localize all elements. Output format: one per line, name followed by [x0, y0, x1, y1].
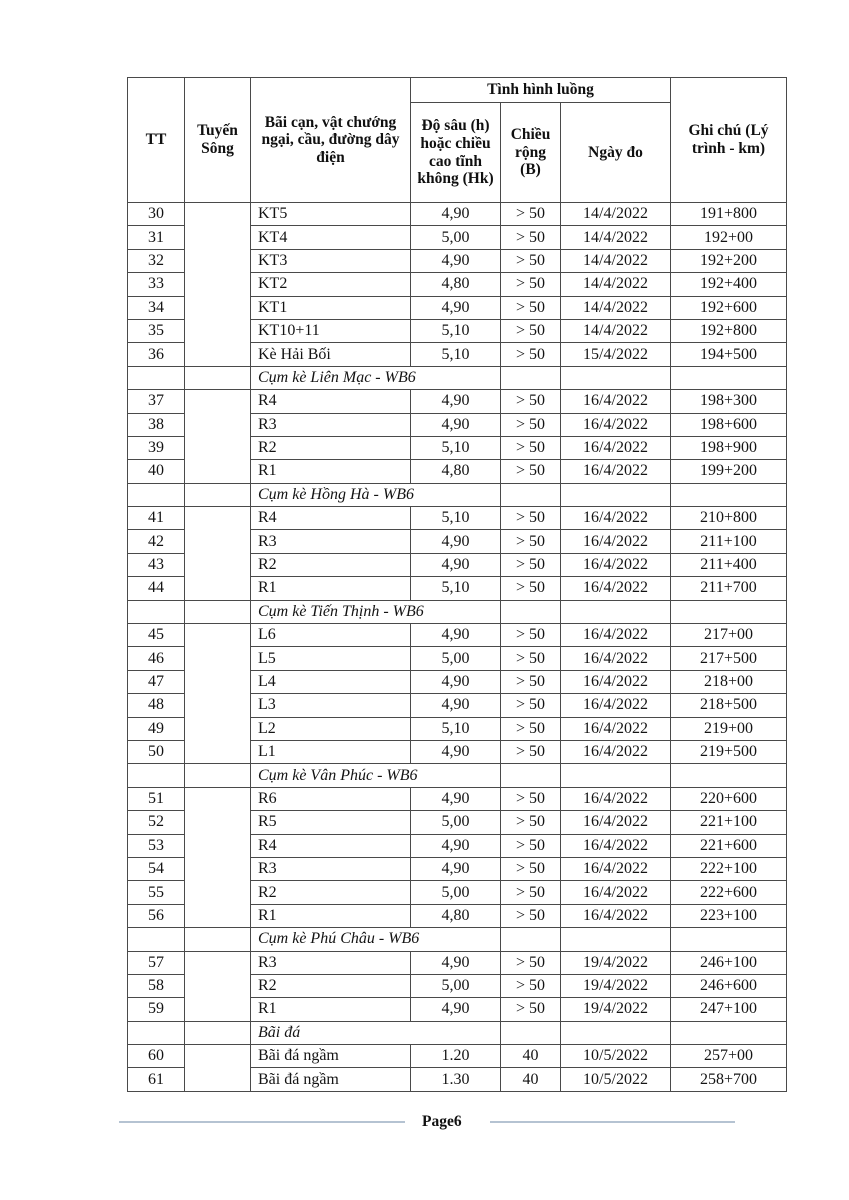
table-row	[128, 203, 787, 226]
section-label-cell: Cụm kè Tiến Thịnh - WB6	[251, 600, 501, 623]
river-route-cell	[185, 951, 251, 1021]
tt-cell: 41	[128, 507, 185, 530]
width-cell: > 50	[501, 507, 561, 530]
note-cell: 258+700	[671, 1068, 787, 1091]
note-cell: 218+00	[671, 670, 787, 693]
obstacle-name-cell: KT3	[251, 249, 411, 272]
depth-cell: 5,10	[411, 319, 501, 342]
date-cell: 19/4/2022	[561, 974, 671, 997]
note-cell: 219+500	[671, 740, 787, 763]
width-cell	[501, 366, 561, 389]
note-cell: 220+600	[671, 787, 787, 810]
depth-cell: 5,00	[411, 647, 501, 670]
obstacle-name-cell: R1	[251, 577, 411, 600]
depth-cell: 4,90	[411, 296, 501, 319]
width-cell: > 50	[501, 974, 561, 997]
date-cell	[561, 366, 671, 389]
note-cell: 217+00	[671, 624, 787, 647]
depth-cell: 1.20	[411, 1045, 501, 1068]
width-cell: > 50	[501, 203, 561, 226]
river-route-cell	[185, 1045, 251, 1092]
note-cell: 246+600	[671, 974, 787, 997]
tt-cell: 60	[128, 1045, 185, 1068]
width-cell: > 50	[501, 319, 561, 342]
section-row	[128, 366, 787, 389]
note-cell: 211+400	[671, 553, 787, 576]
depth-cell: 5,10	[411, 717, 501, 740]
date-cell: 14/4/2022	[561, 226, 671, 249]
note-cell	[671, 366, 787, 389]
date-cell: 16/4/2022	[561, 881, 671, 904]
width-cell: > 50	[501, 460, 561, 483]
river-route-cell	[185, 483, 251, 506]
note-cell: 223+100	[671, 904, 787, 927]
obstacle-name-cell: KT4	[251, 226, 411, 249]
date-cell: 16/4/2022	[561, 553, 671, 576]
date-cell: 16/4/2022	[561, 647, 671, 670]
river-route-cell	[185, 366, 251, 389]
date-cell: 16/4/2022	[561, 507, 671, 530]
header-width: Chiều rộng (B)	[501, 103, 561, 203]
obstacle-name-cell: R2	[251, 881, 411, 904]
width-cell: > 50	[501, 413, 561, 436]
tt-cell	[128, 600, 185, 623]
date-cell: 14/4/2022	[561, 273, 671, 296]
tt-cell: 46	[128, 647, 185, 670]
tt-cell: 40	[128, 460, 185, 483]
tt-cell	[128, 483, 185, 506]
tt-cell: 45	[128, 624, 185, 647]
tt-cell: 39	[128, 436, 185, 459]
note-cell: 211+100	[671, 530, 787, 553]
date-cell: 19/4/2022	[561, 951, 671, 974]
date-cell: 16/4/2022	[561, 460, 671, 483]
width-cell: > 50	[501, 694, 561, 717]
table-header	[128, 78, 787, 203]
tt-cell: 54	[128, 857, 185, 880]
river-route-cell	[185, 390, 251, 484]
note-cell: 210+800	[671, 507, 787, 530]
tt-cell: 61	[128, 1068, 185, 1091]
note-cell: 192+00	[671, 226, 787, 249]
depth-cell: 4,90	[411, 670, 501, 693]
date-cell: 16/4/2022	[561, 787, 671, 810]
tt-cell	[128, 764, 185, 787]
date-cell: 15/4/2022	[561, 343, 671, 366]
date-cell	[561, 483, 671, 506]
depth-cell: 4,90	[411, 951, 501, 974]
obstacle-name-cell: L3	[251, 694, 411, 717]
width-cell	[501, 600, 561, 623]
obstacle-name-cell: R2	[251, 553, 411, 576]
date-cell: 16/4/2022	[561, 834, 671, 857]
tt-cell: 31	[128, 226, 185, 249]
width-cell: > 50	[501, 904, 561, 927]
tt-cell: 34	[128, 296, 185, 319]
obstacle-name-cell: L6	[251, 624, 411, 647]
width-cell: > 50	[501, 273, 561, 296]
width-cell: > 50	[501, 390, 561, 413]
depth-cell: 5,10	[411, 343, 501, 366]
width-cell: > 50	[501, 553, 561, 576]
tt-cell: 49	[128, 717, 185, 740]
section-row	[128, 1021, 787, 1044]
section-row	[128, 928, 787, 951]
obstacle-name-cell: R1	[251, 904, 411, 927]
note-cell: 221+600	[671, 834, 787, 857]
header-obstacle: Bãi cạn, vật chướng ngại, cầu, đường dây điện	[251, 78, 411, 203]
note-cell: 246+100	[671, 951, 787, 974]
note-cell: 217+500	[671, 647, 787, 670]
width-cell: > 50	[501, 624, 561, 647]
tt-cell: 30	[128, 203, 185, 226]
tt-cell: 55	[128, 881, 185, 904]
obstacle-name-cell: R3	[251, 857, 411, 880]
obstacle-name-cell: R4	[251, 390, 411, 413]
note-cell	[671, 764, 787, 787]
date-cell: 16/4/2022	[561, 717, 671, 740]
depth-cell: 4,90	[411, 740, 501, 763]
depth-cell: 5,10	[411, 436, 501, 459]
obstacle-name-cell: Bãi đá ngầm	[251, 1045, 411, 1068]
tt-cell: 44	[128, 577, 185, 600]
tt-cell	[128, 366, 185, 389]
table-row	[128, 1045, 787, 1068]
table-body	[128, 203, 787, 1092]
obstacle-name-cell: KT5	[251, 203, 411, 226]
date-cell: 14/4/2022	[561, 203, 671, 226]
note-cell: 198+600	[671, 413, 787, 436]
section-label-cell: Bãi đá	[251, 1021, 501, 1044]
obstacle-name-cell: L1	[251, 740, 411, 763]
tt-cell: 48	[128, 694, 185, 717]
width-cell: > 50	[501, 834, 561, 857]
tt-cell: 37	[128, 390, 185, 413]
section-label-cell: Cụm kè Phú Châu - WB6	[251, 928, 501, 951]
river-route-cell	[185, 764, 251, 787]
width-cell: 40	[501, 1068, 561, 1091]
date-cell: 16/4/2022	[561, 857, 671, 880]
page-footer	[119, 1110, 735, 1134]
depth-cell: 4,90	[411, 413, 501, 436]
width-cell: > 50	[501, 226, 561, 249]
note-cell: 218+500	[671, 694, 787, 717]
table-row	[128, 624, 787, 647]
tt-cell	[128, 1021, 185, 1044]
depth-cell: 4,90	[411, 203, 501, 226]
header-note: Ghi chú (Lý trình - km)	[671, 78, 787, 203]
depth-cell: 5,00	[411, 811, 501, 834]
table-container	[127, 77, 786, 1092]
note-cell: 222+600	[671, 881, 787, 904]
width-cell: > 50	[501, 740, 561, 763]
table-row	[128, 507, 787, 530]
tt-cell: 47	[128, 670, 185, 693]
obstacle-name-cell: L5	[251, 647, 411, 670]
header-channel-situation: Tình hình luồng	[411, 78, 671, 103]
header-date: Ngày đo	[561, 103, 671, 203]
depth-cell: 4,90	[411, 553, 501, 576]
width-cell: > 50	[501, 647, 561, 670]
note-cell: 192+200	[671, 249, 787, 272]
table-row	[128, 390, 787, 413]
date-cell: 14/4/2022	[561, 319, 671, 342]
depth-cell: 4,90	[411, 998, 501, 1021]
river-route-cell	[185, 624, 251, 764]
tt-cell: 35	[128, 319, 185, 342]
tt-cell: 57	[128, 951, 185, 974]
depth-cell: 4,90	[411, 694, 501, 717]
note-cell: 192+400	[671, 273, 787, 296]
date-cell	[561, 764, 671, 787]
obstacle-name-cell: L4	[251, 670, 411, 693]
tt-cell: 59	[128, 998, 185, 1021]
footer-rule-right	[490, 1121, 735, 1123]
note-cell: 247+100	[671, 998, 787, 1021]
width-cell: > 50	[501, 881, 561, 904]
tt-cell: 42	[128, 530, 185, 553]
note-cell: 192+800	[671, 319, 787, 342]
river-route-cell	[185, 787, 251, 927]
header-depth: Độ sâu (h) hoặc chiều cao tĩnh không (Hk)	[411, 103, 501, 203]
depth-cell: 4,80	[411, 273, 501, 296]
width-cell	[501, 928, 561, 951]
note-cell: 257+00	[671, 1045, 787, 1068]
width-cell: > 50	[501, 717, 561, 740]
note-cell	[671, 928, 787, 951]
date-cell: 16/4/2022	[561, 390, 671, 413]
date-cell	[561, 928, 671, 951]
obstacle-name-cell: R4	[251, 834, 411, 857]
section-label-cell: Cụm kè Vân Phúc - WB6	[251, 764, 501, 787]
section-label-cell: Cụm kè Liên Mạc - WB6	[251, 366, 501, 389]
obstacle-name-cell: KT2	[251, 273, 411, 296]
depth-cell: 1.30	[411, 1068, 501, 1091]
obstacle-name-cell: KT1	[251, 296, 411, 319]
tt-cell: 56	[128, 904, 185, 927]
depth-cell: 4,80	[411, 904, 501, 927]
note-cell: 192+600	[671, 296, 787, 319]
obstacle-name-cell: L2	[251, 717, 411, 740]
depth-cell: 5,10	[411, 577, 501, 600]
page-number: Page6	[422, 1113, 462, 1130]
note-cell: 198+900	[671, 436, 787, 459]
obstacle-name-cell: KT10+11	[251, 319, 411, 342]
width-cell: > 50	[501, 670, 561, 693]
date-cell: 16/4/2022	[561, 740, 671, 763]
depth-cell: 4,90	[411, 787, 501, 810]
note-cell: 221+100	[671, 811, 787, 834]
tt-cell	[128, 928, 185, 951]
section-row	[128, 764, 787, 787]
date-cell: 16/4/2022	[561, 624, 671, 647]
width-cell: > 50	[501, 951, 561, 974]
footer-rule-left	[119, 1121, 405, 1123]
depth-cell: 5,00	[411, 226, 501, 249]
tt-cell: 53	[128, 834, 185, 857]
width-cell: > 50	[501, 811, 561, 834]
tt-cell: 33	[128, 273, 185, 296]
date-cell: 10/5/2022	[561, 1045, 671, 1068]
tt-cell: 32	[128, 249, 185, 272]
tt-cell: 52	[128, 811, 185, 834]
tt-cell: 50	[128, 740, 185, 763]
obstacle-name-cell: R4	[251, 507, 411, 530]
date-cell: 16/4/2022	[561, 577, 671, 600]
depth-cell: 5,00	[411, 881, 501, 904]
channel-survey-table	[127, 77, 787, 1092]
depth-cell: 4,90	[411, 624, 501, 647]
section-row	[128, 483, 787, 506]
width-cell: > 50	[501, 787, 561, 810]
obstacle-name-cell: R1	[251, 460, 411, 483]
width-cell: > 50	[501, 249, 561, 272]
date-cell: 16/4/2022	[561, 904, 671, 927]
width-cell: > 50	[501, 343, 561, 366]
obstacle-name-cell: R2	[251, 974, 411, 997]
section-label-cell: Cụm kè Hồng Hà - WB6	[251, 483, 501, 506]
obstacle-name-cell: R3	[251, 951, 411, 974]
depth-cell: 4,90	[411, 530, 501, 553]
date-cell: 16/4/2022	[561, 413, 671, 436]
tt-cell: 36	[128, 343, 185, 366]
river-route-cell	[185, 203, 251, 367]
width-cell: > 50	[501, 857, 561, 880]
date-cell: 16/4/2022	[561, 670, 671, 693]
note-cell	[671, 483, 787, 506]
width-cell: > 50	[501, 577, 561, 600]
note-cell: 198+300	[671, 390, 787, 413]
table-row	[128, 787, 787, 810]
depth-cell: 5,00	[411, 974, 501, 997]
table-row	[128, 951, 787, 974]
tt-cell: 51	[128, 787, 185, 810]
obstacle-name-cell: R3	[251, 413, 411, 436]
note-cell: 191+800	[671, 203, 787, 226]
obstacle-name-cell: Bãi đá ngầm	[251, 1068, 411, 1091]
width-cell	[501, 1021, 561, 1044]
date-cell: 16/4/2022	[561, 811, 671, 834]
depth-cell: 4,90	[411, 834, 501, 857]
obstacle-name-cell: R3	[251, 530, 411, 553]
width-cell: 40	[501, 1045, 561, 1068]
river-route-cell	[185, 600, 251, 623]
tt-cell: 38	[128, 413, 185, 436]
obstacle-name-cell: R2	[251, 436, 411, 459]
note-cell: 211+700	[671, 577, 787, 600]
note-cell	[671, 600, 787, 623]
obstacle-name-cell: Kè Hải Bối	[251, 343, 411, 366]
depth-cell: 4,80	[411, 460, 501, 483]
depth-cell: 4,90	[411, 857, 501, 880]
obstacle-name-cell: R6	[251, 787, 411, 810]
note-cell: 219+00	[671, 717, 787, 740]
river-route-cell	[185, 1021, 251, 1044]
depth-cell: 5,10	[411, 507, 501, 530]
width-cell: > 50	[501, 436, 561, 459]
river-route-cell	[185, 928, 251, 951]
date-cell: 14/4/2022	[561, 249, 671, 272]
depth-cell: 4,90	[411, 390, 501, 413]
date-cell: 10/5/2022	[561, 1068, 671, 1091]
tt-cell: 58	[128, 974, 185, 997]
date-cell	[561, 600, 671, 623]
width-cell: > 50	[501, 530, 561, 553]
note-cell	[671, 1021, 787, 1044]
header-tt: TT	[128, 78, 185, 203]
date-cell: 16/4/2022	[561, 694, 671, 717]
obstacle-name-cell: R5	[251, 811, 411, 834]
date-cell: 14/4/2022	[561, 296, 671, 319]
width-cell: > 50	[501, 296, 561, 319]
width-cell	[501, 764, 561, 787]
obstacle-name-cell: R1	[251, 998, 411, 1021]
note-cell: 222+100	[671, 857, 787, 880]
width-cell: > 50	[501, 998, 561, 1021]
header-river-route: Tuyến Sông	[185, 78, 251, 203]
river-route-cell	[185, 507, 251, 601]
note-cell: 199+200	[671, 460, 787, 483]
note-cell: 194+500	[671, 343, 787, 366]
date-cell	[561, 1021, 671, 1044]
date-cell: 16/4/2022	[561, 530, 671, 553]
tt-cell: 43	[128, 553, 185, 576]
width-cell	[501, 483, 561, 506]
depth-cell: 4,90	[411, 249, 501, 272]
date-cell: 19/4/2022	[561, 998, 671, 1021]
section-row	[128, 600, 787, 623]
date-cell: 16/4/2022	[561, 436, 671, 459]
